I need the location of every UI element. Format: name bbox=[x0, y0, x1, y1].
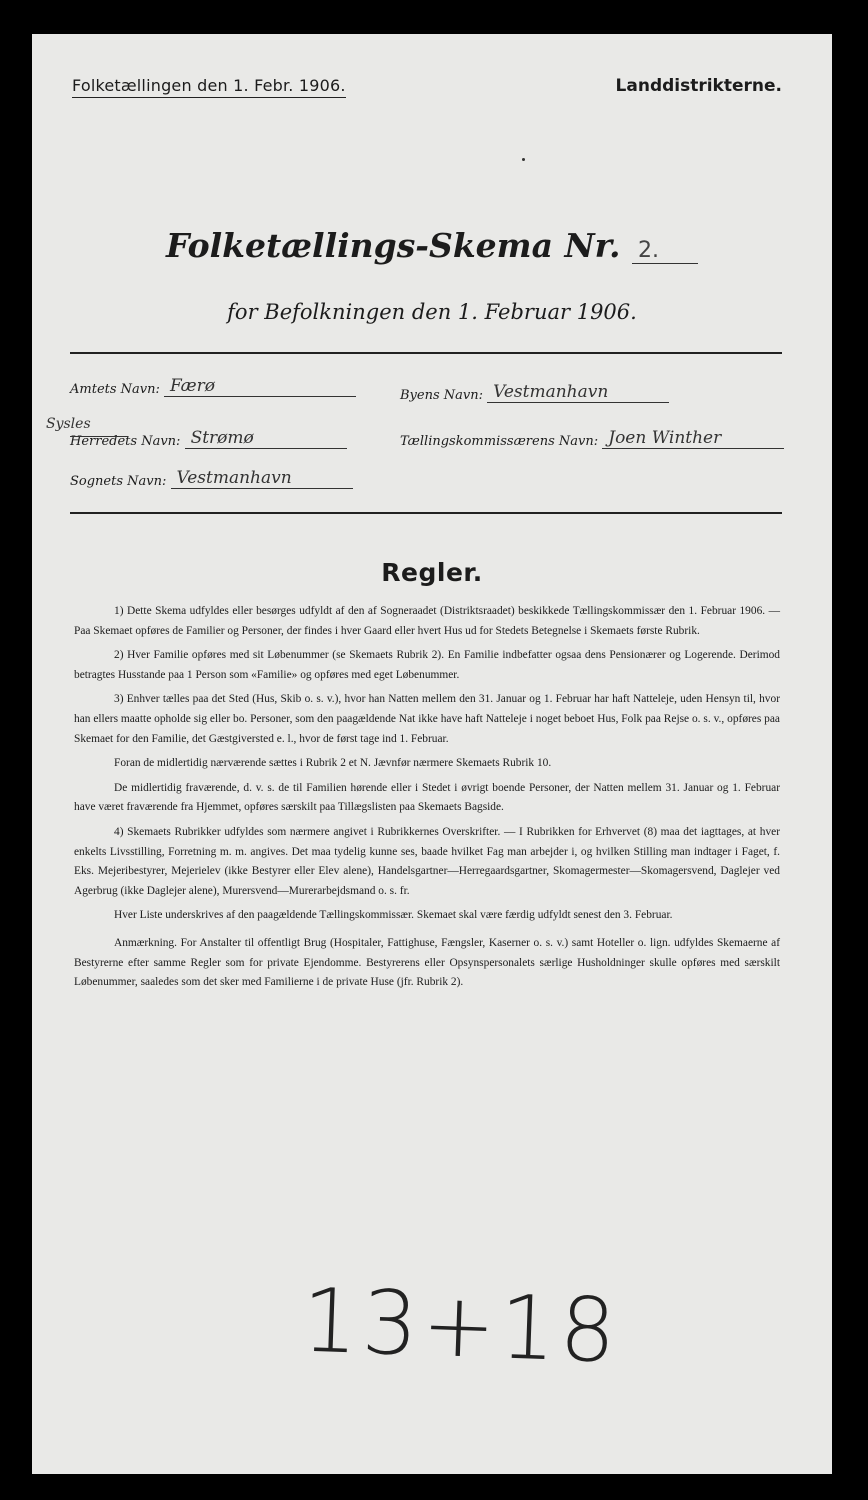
rule-paragraph: 2) Hver Familie opføres med sit Løbenummer (se Skemaets Rubrik 2). En Familie indbefatter ogsaa dens Pensionærer og Logerende. Derimod betragtes Husstande paa 1 Person som «Familie» og opføres med eget Løbenummer. bbox=[74, 649, 780, 681]
by-value: Vestmanhavn bbox=[487, 382, 669, 403]
rule-paragraph: De midlertidig fraværende, d. v. s. de til Familien hørende eller i Stedet i øvrigt boende Personer, der Natten mellem 31. Januar og 1. Februar have været fraværende fra Hjemmet, opføres særskilt paa Tillægslisten paa Skemaets Bagside. bbox=[74, 781, 780, 814]
sogn-field bbox=[70, 468, 353, 489]
form-subtitle: for Befolkningen den 1. Februar 1906. bbox=[227, 300, 637, 324]
form-title-text: Folketællings-Skema Nr. bbox=[166, 226, 621, 265]
schema-number: 2. bbox=[632, 238, 698, 264]
rule-paragraph: Hver Liste underskrives af den paagældende Tællingskommissær. Skemaet skal være færdig udfyldt senest den 3. Februar. bbox=[114, 909, 673, 922]
herred-value: Strømø bbox=[185, 428, 347, 449]
rule-paragraph: 1) Dette Skema udfyldes eller besørges udfyldt af den af Sogneraadet (Distriktsraadet) beskikkede Tællingskommissær den 1. Februar 1906. — Paa Skemaet opføres de Familier og Personer, der findes i hver Gaard eller hvert Hus ud for Stedets Betegnelse i Skemaets første Rubrik. bbox=[74, 605, 780, 637]
amt-value: Færø bbox=[164, 376, 356, 397]
kommissaer-field bbox=[400, 428, 784, 449]
rules-heading: Regler. bbox=[381, 558, 483, 587]
form-title bbox=[32, 226, 832, 265]
by-label: Byens Navn: bbox=[400, 388, 483, 403]
ink-dot bbox=[522, 158, 525, 161]
herred-correction: Sysles bbox=[46, 416, 91, 432]
rule-paragraph: 3) Enhver tælles paa det Sted (Hus, Skib o. s. v.), hvor han Natten mellem den 31. Januar og 1. Februar har haft Natteleje, uden Hensyn til, hvor han ellers maatte opholde sig eller bo. Personer, som den paagældende Nat ikke have haft Natteleje i noget beboet Hus, Folk paa Rejse o. s. v., opføres paa Skemaet for den Familie, det Gæstgiversted e. l., hvor de først tage ind 1. Februar. bbox=[74, 693, 780, 745]
rules-text bbox=[74, 602, 780, 998]
by-field bbox=[400, 382, 669, 403]
herred-strikethrough bbox=[70, 436, 128, 437]
kommissaer-label: Tællingskommissærens Navn: bbox=[400, 434, 599, 449]
census-form-page bbox=[32, 34, 832, 1474]
district-type: Landdistrikterne. bbox=[615, 76, 782, 96]
top-divider bbox=[70, 352, 782, 354]
kommissaer-value: Joen Winther bbox=[602, 428, 784, 449]
sogn-label: Sognets Navn: bbox=[70, 474, 167, 489]
rule-paragraph: 4) Skemaets Rubrikker udfyldes som nærmere angivet i Rubrikkernes Overskrifter. — I Rubrikken for Erhvervet (8) maa det iagttages, at hver enkelts Livsstilling, Forretning m. m. angives. Det maa tydelig kunne ses, baade hvilket Fag man arbejder i, og hvilken Stilling man indtager i Faget, f. Eks. Mejeribestyrer, Mejerielev (ikke Bestyrer eller Elev alene), Handelsgartner—Herregaardsgartner, Skomagermester—Skomagersvend, Daglejer ved Agerbrug (ikke Daglejer alene), Murersvend—Murerarbejdsmand o. s. fr. bbox=[74, 825, 780, 897]
rule-paragraph: Foran de midlertidig nærværende sættes i Rubrik 2 et N. Jævnfør nærmere Skemaets Rubrik 10. bbox=[114, 757, 552, 770]
amt-field bbox=[70, 376, 356, 397]
bottom-divider bbox=[70, 512, 782, 514]
census-header: Folketællingen den 1. Febr. 1906. bbox=[72, 76, 346, 98]
herred-label: Herredets Navn: bbox=[70, 434, 181, 449]
sogn-value: Vestmanhavn bbox=[171, 468, 353, 489]
herred-field bbox=[70, 428, 347, 449]
rule-paragraph: Anmærkning. For Anstalter til offentligt Brug (Hospitaler, Fattighuse, Fængsler, Kaserner o. s. v.) samt Hoteller o. lign. udfyldes Skemaerne af Bestyrerne efter samme Regler som for private Ejendomme. Bestyrerens eller Opsynspersonalets særlige Husholdninger skulle opføres med særskilt Løbenummer, saaledes som det sker med Familierne i de private Huse (jfr. Rubrik 2). bbox=[74, 936, 780, 989]
amt-label: Amtets Navn: bbox=[70, 382, 160, 397]
handwritten-note: 13+18 bbox=[300, 1268, 622, 1383]
